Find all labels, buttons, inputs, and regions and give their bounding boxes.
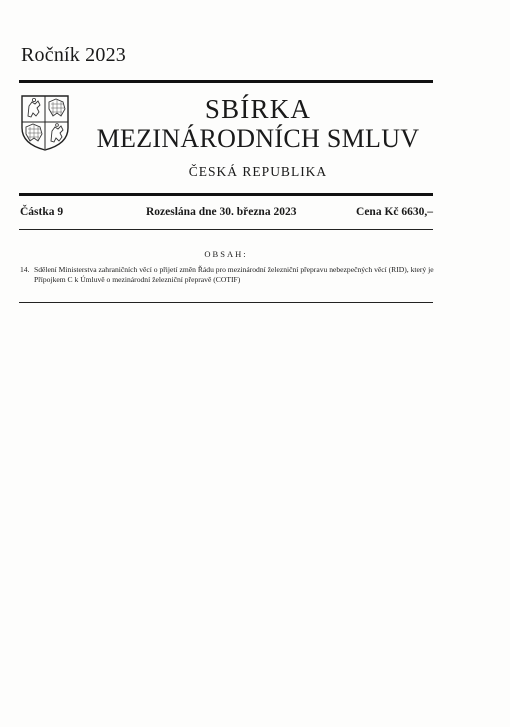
title-line-1: SBÍRKA bbox=[204, 94, 312, 124]
part-number: Částka 9 bbox=[20, 206, 64, 218]
header-bottom-rule bbox=[19, 193, 433, 196]
contents-item-number: 14. bbox=[20, 265, 30, 274]
contents-item-text: Sdělení Ministerstva zahraničních věcí o přijetí změn Řádu pro mezinárodní železniční přepravu nebezpečných věcí (RID), který je Přípojkem C k Úmluvě o mezinárodní železniční přepravě (COTIF) bbox=[34, 265, 434, 284]
issue-price: Cena Kč 6630,– bbox=[356, 206, 433, 218]
info-bottom-rule bbox=[19, 229, 433, 230]
contents-bottom-rule bbox=[19, 302, 433, 303]
coat-of-arms-icon bbox=[20, 94, 70, 152]
contents-heading: OBSAH: bbox=[204, 249, 248, 259]
issue-date: Rozeslána dne 30. března 2023 bbox=[146, 206, 297, 218]
top-rule bbox=[19, 80, 433, 83]
title-line-2: MEZINÁRODNÍCH SMLUV bbox=[96, 124, 420, 153]
country-subtitle: ČESKÁ REPUBLIKA bbox=[188, 164, 328, 179]
volume-year: Ročník 2023 bbox=[21, 44, 126, 66]
